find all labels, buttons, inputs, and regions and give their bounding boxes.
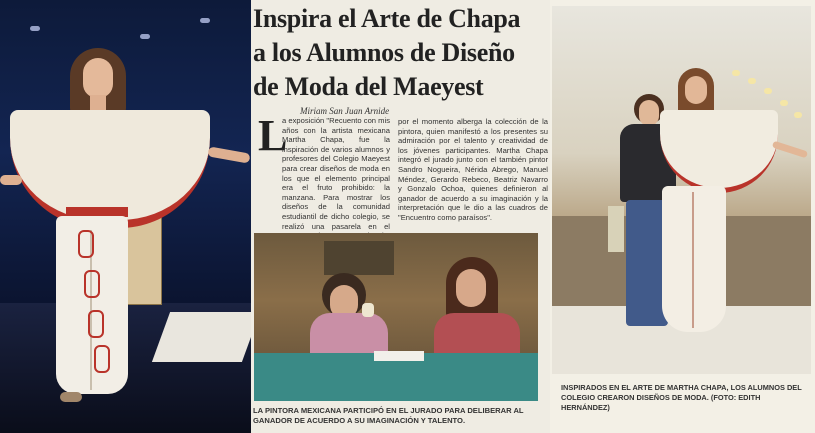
- stage-light: [764, 88, 772, 94]
- skirt-seam: [692, 192, 694, 328]
- painter-face: [456, 269, 486, 307]
- model-cape-garment: [660, 110, 778, 193]
- model-face: [83, 58, 113, 98]
- model-shoe: [60, 392, 82, 402]
- stage-light: [794, 112, 802, 118]
- stage-photo: [552, 6, 811, 374]
- apple-motif: [78, 230, 94, 258]
- runway-photo: [0, 0, 251, 433]
- stage-photo-caption: INSPIRADOS EN EL ARTE DE MARTHA CHAPA, LOS ALUMNOS DEL COLEGIO CREARON DISEÑOS DE MODA. (FOTO: EDITH HERNÁNDEZ): [561, 383, 802, 412]
- cup: [362, 303, 374, 317]
- runway-edge: [152, 312, 251, 362]
- stage-light: [780, 100, 788, 106]
- article-column-2: por el momento alberga la colección de la pintora, quien manifestó a los presentes su admiración por el talento y creatividad de los jóvenes participantes. Martha Chapa integró el jurado junto con el también pintor Sandro Nogueira, Nérida Abrego, Manuel Méndez, Gerardo Rebeco, Beatriz Navarro y Gonzalo Ochoa, quienes definieron al ganador de acuerdo a su imaginación y la interpretación que le dio a las cuadros de "Encuentro como paraísos".: [398, 117, 548, 222]
- apple-motif: [94, 345, 110, 373]
- student-face: [639, 100, 659, 126]
- papers: [374, 351, 424, 361]
- jury-photo: [254, 233, 538, 401]
- article-dropcap: L: [258, 111, 288, 160]
- stage-light: [748, 78, 756, 84]
- ceiling-light: [140, 34, 150, 39]
- model-face: [685, 76, 707, 104]
- jury-photo-caption: LA PINTORA MEXICANA PARTICIPÓ EN EL JURADO PARA DELIBERAR AL GANADOR DE ACUERDO A SU IMAGINACIÓN Y TALENTO.: [253, 406, 524, 425]
- stage-light: [732, 70, 740, 76]
- model-right-arm: [207, 146, 250, 163]
- apple-motif: [84, 270, 100, 298]
- wall-panel: [324, 241, 394, 275]
- ceiling-light: [30, 26, 40, 31]
- article-column-1: a exposición "Recuento con mis años con la artista mexicana Martha Chapa, fue la inspiración de varios alumnos y profesores del Colegio Maeyest para crear diseños de moda en los que el elemento principal era el fruto prohibido: la manzana. Para mostrar los diseños de la comunidad estudiantil de dicho colegio, se realizó una pasarela en el: [282, 116, 390, 231]
- model-left-arm: [0, 175, 22, 185]
- apple-motif: [88, 310, 104, 338]
- model-skirt: [662, 186, 726, 332]
- article-byline: Miriam San Juan Arnide: [300, 106, 390, 116]
- ceiling-light: [200, 18, 210, 23]
- article-headline: Inspira el Arte de Chapa a los Alumnos de Diseño de Moda del Maeyest: [253, 4, 521, 101]
- student-folder: [608, 206, 624, 252]
- model-arm: [772, 141, 808, 159]
